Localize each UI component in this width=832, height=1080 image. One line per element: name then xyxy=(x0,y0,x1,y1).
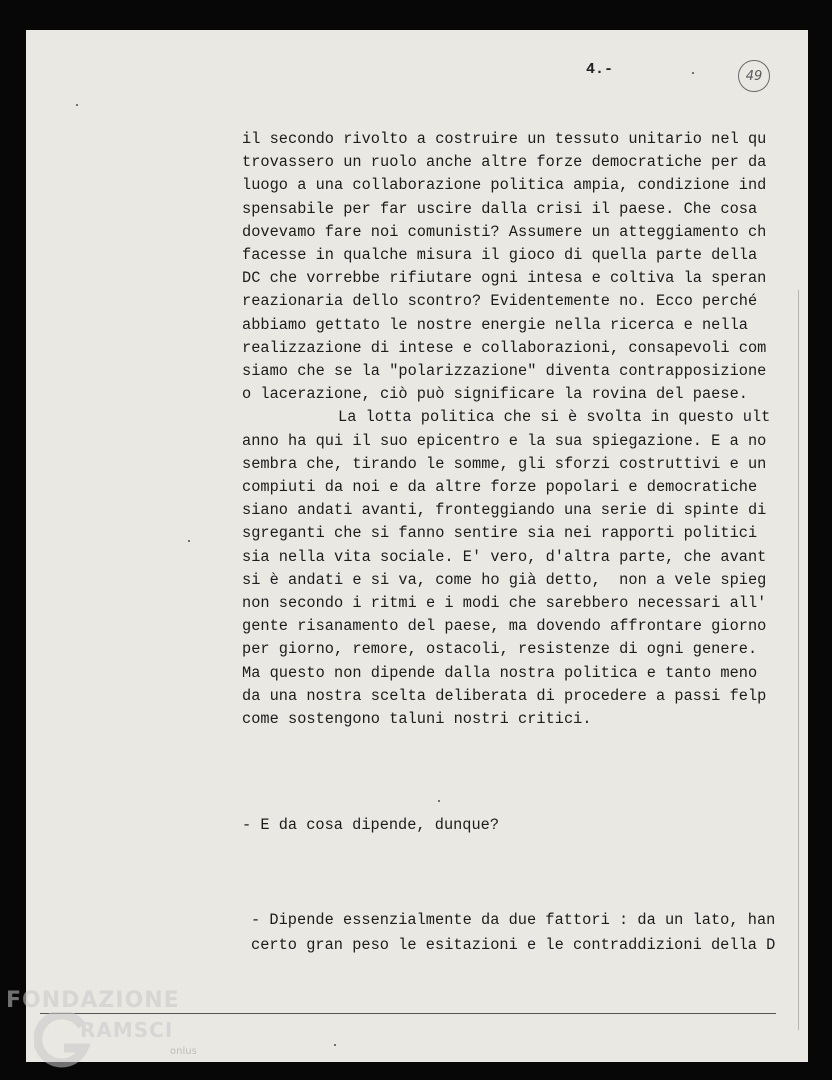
text-line: certo gran peso le esitazioni e le contraddizioni della D xyxy=(251,936,776,954)
text-line: DC che vorrebbe rifiutare ogni intesa e coltiva la speran xyxy=(242,269,767,288)
text-line: sia nella vita sociale. E' vero, d'altra parte, che avant xyxy=(242,547,767,566)
text-line: trovassero un ruolo anche altre forze democratiche per da xyxy=(242,153,767,172)
body-text xyxy=(242,128,778,731)
text-line: dovevamo fare noi comunisti? Assumere un atteggiamento ch xyxy=(242,222,767,241)
archive-number: 49 xyxy=(745,68,763,84)
text-line: o lacerazione, ciò può significare la rovina del paese. xyxy=(242,385,748,404)
watermark-onlus: onlus xyxy=(170,1046,197,1057)
text-line: come sostengono taluni nostri critici. xyxy=(242,710,592,729)
text-line: non secondo i ritmi e i modi che sarebbero necessari all' xyxy=(242,594,767,613)
text-line: luogo a una collaborazione politica ampia, condizione ind xyxy=(242,176,767,195)
paper-speck xyxy=(76,104,78,106)
paper-speck xyxy=(438,800,440,802)
page-edge-line xyxy=(798,290,799,1030)
text-line: reazionaria dello scontro? Evidentemente no. Ecco perché xyxy=(242,292,758,311)
text-line: si è andati e si va, come ho già detto, non a vele spieg xyxy=(242,570,767,589)
text-line: spensabile per far uscire dalla crisi il paese. Che cosa xyxy=(242,199,758,218)
interview-answer xyxy=(251,908,782,958)
watermark-subtitle: RAMSCI xyxy=(80,1018,174,1042)
text-line: realizzazione di intese e collaborazioni, consapevoli com xyxy=(242,338,767,357)
text-line: gente risanamento del paese, ma dovendo affrontare giorno xyxy=(242,617,767,636)
watermark-title: FONDAZIONE xyxy=(6,988,180,1013)
text-line: - Dipende essenzialmente da due fattori : da un lato, han xyxy=(251,911,776,929)
paper-speck xyxy=(692,72,694,74)
text-line: Ma questo non dipende dalla nostra politica e tanto meno xyxy=(242,663,758,682)
text-line: siano andati avanti, fronteggiando una serie di spinte di xyxy=(242,501,767,520)
text-line: abbiamo gettato le nostre energie nella ricerca e nella xyxy=(242,315,748,334)
text-line: compiuti da noi e da altre forze popolari e democratiche xyxy=(242,478,758,497)
fondazione-gramsci-watermark xyxy=(6,988,206,1080)
text-line: sgreganti che si fanno sentire sia nei rapporti politici xyxy=(242,524,758,543)
archive-stamp xyxy=(738,60,770,92)
text-line: sembra che, tirando le somme, gli sforzi costruttivi e un xyxy=(242,454,767,473)
paper-speck xyxy=(334,1044,336,1046)
text-line: anno ha qui il suo epicentro e la sua spiegazione. E a no xyxy=(242,431,767,450)
text-line: da una nostra scelta deliberata di procedere a passi felp xyxy=(242,686,767,705)
page-number: 4.- xyxy=(586,61,614,78)
text-line: il secondo rivolto a costruire un tessuto unitario nel qu xyxy=(242,130,767,148)
paper-speck xyxy=(188,540,190,542)
paragraph-start-line: La lotta politica che si è svolta in questo ult xyxy=(338,408,771,427)
text-line: per giorno, remore, ostacoli, resistenze di ogni genere. xyxy=(242,640,758,659)
text-line: siamo che se la "polarizzazione" diventa contrapposizione xyxy=(242,362,767,381)
text-line: facesse in qualche misura il gioco di quella parte della xyxy=(242,246,758,265)
interview-question: - E da cosa dipende, dunque? xyxy=(242,816,500,834)
